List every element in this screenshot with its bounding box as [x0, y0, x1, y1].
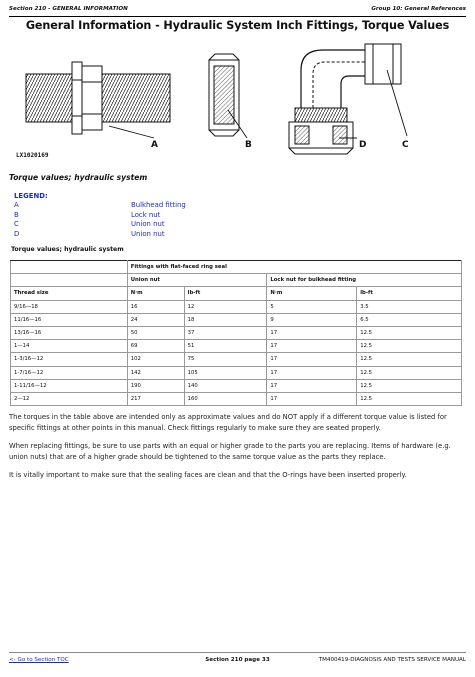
- table-cell: 1-3/16—12: [11, 353, 128, 366]
- table-cell: 9: [267, 313, 357, 326]
- table-cell: 105: [184, 366, 267, 379]
- table-cell: 5: [267, 300, 357, 313]
- manual-name: TM400419-DIAGNOSIS AND TESTS SERVICE MANUAL: [318, 657, 466, 663]
- table-cell: 12.5: [357, 340, 462, 353]
- footer-divider: [9, 652, 466, 653]
- table-row: [11, 313, 462, 326]
- callout-d: D: [359, 140, 367, 150]
- legend-item: [14, 230, 186, 240]
- table-cell: 160: [184, 392, 267, 405]
- callout-c: C: [402, 140, 409, 150]
- table-cell: 17: [267, 366, 357, 379]
- table-cell: 1-7/16—12: [11, 366, 128, 379]
- column-header: Thread size: [11, 287, 128, 300]
- legend-item: [14, 220, 186, 230]
- table-cell: [11, 261, 128, 274]
- table-cell: 12: [184, 300, 267, 313]
- table-cell: 17: [267, 379, 357, 392]
- column-header: N·m: [267, 287, 357, 300]
- callout-a: A: [151, 140, 158, 150]
- table-row: [11, 300, 462, 313]
- table-cell: 17: [267, 392, 357, 405]
- table-cell: 17: [267, 326, 357, 339]
- table-cell: 17: [267, 353, 357, 366]
- table-cell: 12.5: [357, 392, 462, 405]
- paragraph-torque-note: The torques in the table above are intended only as approximate values and do NOT apply if a different torque value is listed for specific fittings at other points in this manual. Check fittings regularly to make sure they are seated properly.: [9, 413, 447, 433]
- table-caption: Torque values; hydraulic system: [11, 246, 124, 253]
- legend-value: Bulkhead fitting: [131, 201, 186, 209]
- table-cell: 2—12: [11, 392, 128, 405]
- table-cell: 37: [184, 326, 267, 339]
- table-cell: 190: [127, 379, 184, 392]
- table-cell: 142: [127, 366, 184, 379]
- table-cell: 102: [127, 353, 184, 366]
- table-group-header-row: [11, 261, 462, 274]
- group-name: Group 10: General References: [371, 6, 466, 12]
- table-cell: [11, 274, 128, 287]
- lock-nut-drawing: [209, 54, 247, 138]
- table-row: [11, 326, 462, 339]
- fittings-illustration: [9, 40, 467, 162]
- legend-key: D: [14, 229, 20, 238]
- table-cell: 11/16—16: [11, 313, 128, 326]
- table-cell: 217: [127, 392, 184, 405]
- table-cell: 6.5: [357, 313, 462, 326]
- bulkhead-fitting-drawing: [26, 62, 170, 138]
- section-name: Section 210 - GENERAL INFORMATION: [9, 6, 128, 12]
- table-subheader-lock-nut: Lock nut for bulkhead fitting: [267, 274, 462, 287]
- paragraph-replacement-note: When replacing fittings, be sure to use parts with an equal or higher grade to the parts you are replacing. Items of hardware (e.g. union nuts) that are of a higher grade should be tightened to the same torque value as the parts they replace.: [9, 442, 451, 462]
- elbow-fitting-drawing: [289, 44, 407, 154]
- page-title: General Information - Hydraulic System Inch Fittings, Torque Values: [25, 19, 450, 32]
- table-cell: 18: [184, 313, 267, 326]
- legend-value: Union nut: [131, 229, 165, 238]
- column-header: lb-ft: [184, 287, 267, 300]
- table-subheader-row: [11, 274, 462, 287]
- torque-table: [10, 260, 462, 406]
- legend-heading: LEGEND:: [14, 192, 48, 200]
- figure-caption: Torque values; hydraulic system: [9, 173, 148, 182]
- table-cell: 24: [127, 313, 184, 326]
- paragraph-seal-note: It is vitally important to make sure that the sealing faces are clean and that the O-rings have been inserted properly.: [9, 471, 407, 479]
- legend-key: A: [14, 201, 19, 209]
- table-cell: 12.5: [357, 326, 462, 339]
- table-cell: 1—14: [11, 340, 128, 353]
- table-subheader-union-nut: Union nut: [127, 274, 267, 287]
- table-cell: 12.5: [357, 353, 462, 366]
- table-cell: 12.5: [357, 379, 462, 392]
- table-cell: 3.5: [357, 300, 462, 313]
- column-header: N·m: [127, 287, 184, 300]
- page-number: Section 210 page 33: [205, 657, 270, 663]
- table-cell: 140: [184, 379, 267, 392]
- page-footer: [9, 657, 466, 667]
- table-row: [11, 366, 462, 379]
- table-cell: 69: [127, 340, 184, 353]
- table-header-row: [11, 287, 462, 300]
- table-cell: 75: [184, 353, 267, 366]
- table-row: [11, 392, 462, 405]
- table-cell: 51: [184, 340, 267, 353]
- legend-key: B: [14, 210, 19, 219]
- table-cell: 1-11/16—12: [11, 379, 128, 392]
- table-cell: 50: [127, 326, 184, 339]
- figure-id: LX1020169: [16, 152, 49, 159]
- legend-item: [14, 211, 186, 221]
- table-cell: 16: [127, 300, 184, 313]
- legend-value: Lock nut: [131, 210, 161, 219]
- header-divider: [9, 16, 466, 17]
- callout-b: B: [245, 140, 252, 150]
- table-cell: 9/16—18: [11, 300, 128, 313]
- go-to-section-toc-link[interactable]: <- Go to Section TOC: [9, 657, 69, 663]
- table-group-header: Fittings with flat-faced ring seal: [127, 261, 461, 274]
- legend-value: Union nut: [131, 220, 165, 229]
- table-cell: 17: [267, 340, 357, 353]
- table-row: [11, 353, 462, 366]
- legend: [14, 192, 186, 239]
- table-cell: 13/16—16: [11, 326, 128, 339]
- table-row: [11, 340, 462, 353]
- column-header: lb-ft: [357, 287, 462, 300]
- legend-item: [14, 201, 186, 211]
- legend-key: C: [14, 220, 19, 229]
- table-cell: 12.5: [357, 366, 462, 379]
- table-row: [11, 379, 462, 392]
